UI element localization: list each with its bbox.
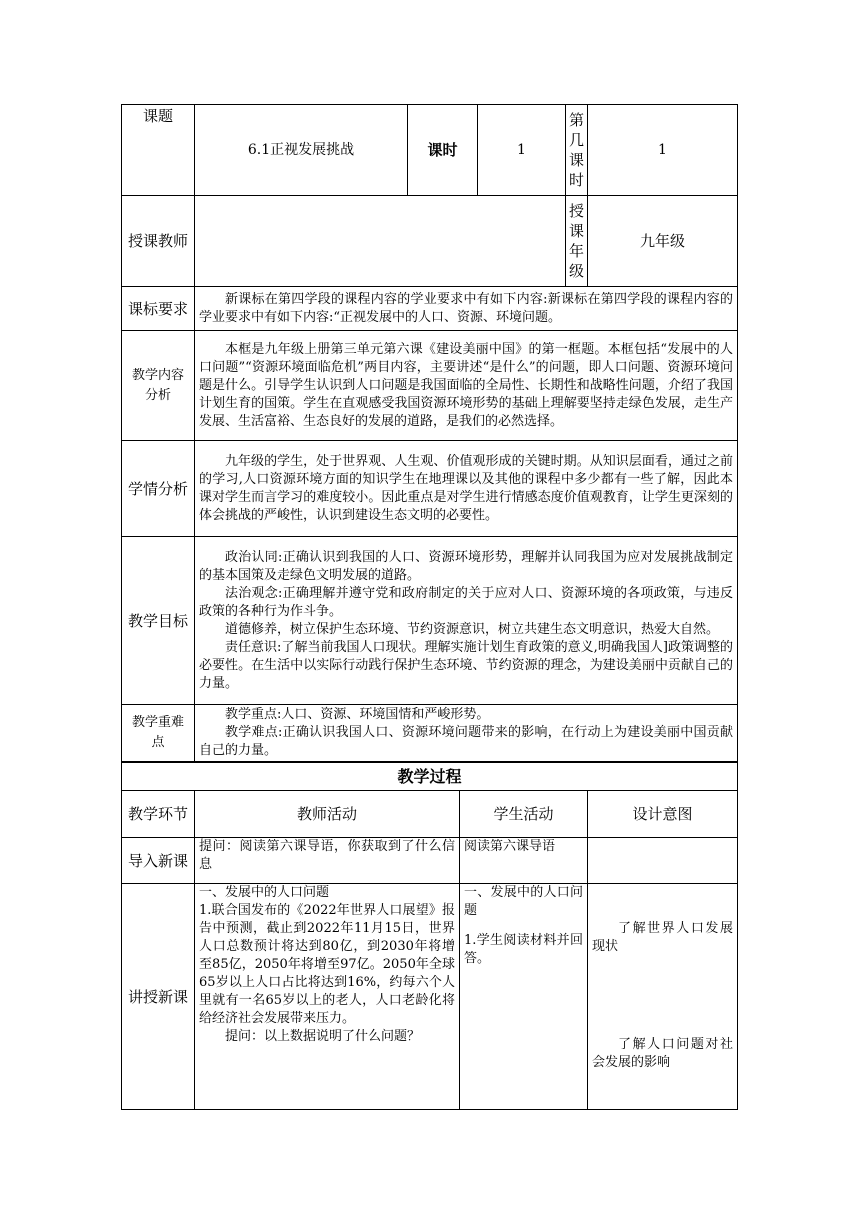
lesson-no-char: 几: [568, 131, 584, 149]
process-title-row: [122, 763, 738, 791]
lecture-teacher-heading: 一、发展中的人口问题: [199, 885, 330, 900]
lecture-teacher-body: 1.联合国发布的《2022年世界人口展望》报告中预测，截止到2022年11月15日，世界人口总数预计将达到80亿，到2030年将增至85亿，2050年将增至97亿。2050年全球65岁以上人口占比将达到16%，约每六个人里就有一名65岁以上的老人，人口老龄化将给经济社会发展带来压力。: [199, 903, 455, 1026]
grade-value: 九年级: [588, 196, 738, 287]
lesson-no-char: 第: [568, 111, 584, 129]
goal-item: 责任意识:了解当前我国人口现状。理解实施计划生育政策的意义,明确我国人]政策调整的必要性。在生活中以实际行动践行保护生态环境、节约资源的理念，为建设美丽中贡献自己的力量。: [199, 639, 733, 691]
topic-value: 6.1正视发展挑战: [195, 105, 408, 196]
grade-char: 课: [568, 222, 584, 240]
student-text: 九年级的学生，处于世界观、人生观、价值观形成的关键时期。从知识层面看，通过之前的学习,人口资源环境方面的知识学生在地理课以及其他的课程中多少都有一些了解，因此本课对学生而言学习的难度较小。因此重点是对学生进行情感态度价值观教育，让学生更深刻的体会挑战的严峻性，认识到建设生态文明的必要性。: [199, 453, 733, 523]
goals-label: 教学目标: [122, 537, 195, 705]
standard-row: [122, 287, 738, 331]
lecture-stage: 讲授新课: [122, 884, 195, 1110]
lecture-design-2: 了解人口问题对社会发展的影响: [592, 1037, 734, 1070]
standard-label: 课标要求: [122, 287, 195, 331]
keypoint-item: 教学难点:正确认识我国人口、资源环境问题带来的影响，在行动上为建设美丽中国贡献自己的力量。: [199, 725, 733, 758]
process-table: [121, 762, 738, 1110]
content-label: 教学内容分析: [122, 331, 195, 441]
lesson-plan-table: [121, 104, 738, 762]
col-stage-header: 教学环节: [122, 791, 195, 838]
content-row: [122, 331, 738, 441]
lecture-student-body: 1.学生阅读材料并回答。: [464, 933, 583, 966]
grade-label: [566, 196, 588, 287]
lesson-no-char: 时: [568, 171, 584, 189]
col-teacher-header: 教师活动: [195, 791, 460, 838]
intro-stage: 导入新课: [122, 838, 195, 884]
col-student-header: 学生活动: [460, 791, 588, 838]
lecture-student-heading: 一、发展中的人口问题: [464, 885, 583, 918]
topic-label: 课题: [122, 105, 195, 196]
lesson-plan-document: [121, 104, 737, 1110]
lecture-teacher-question: 提问：以上数据说明了什么问题？: [225, 1029, 421, 1044]
teacher-label: 授课教师: [122, 196, 195, 287]
intro-teacher: 提问：阅读第六课导语，你获取到了什么信息: [199, 839, 455, 872]
intro-student: 阅读第六课导语: [464, 839, 556, 854]
intro-row: [122, 838, 738, 884]
student-label: 学情分析: [122, 441, 195, 537]
col-design-header: 设计意图: [588, 791, 738, 838]
keypoint-item: 教学重点:人口、资源、环境国情和严峻形势。: [225, 707, 490, 722]
keypoints-label: 教学重难点: [122, 705, 195, 762]
grade-char: 年: [568, 242, 584, 260]
lesson-no-char: 课: [568, 151, 584, 169]
keypoints-row: [122, 705, 738, 762]
goal-item: 法治观念:正确理解并遵守党和政府制定的关于应对人口、资源环境的各项政策，与违反政策的各种行为作斗争。: [199, 585, 733, 619]
hours-value: 1: [478, 105, 566, 196]
process-title: 教学过程: [122, 763, 738, 791]
grade-char: 级: [568, 262, 584, 280]
grade-char: 授: [568, 202, 584, 220]
hours-label: 课时: [408, 105, 478, 196]
goals-row: [122, 537, 738, 705]
teacher-row: [122, 196, 738, 287]
goal-item: 政治认同:正确认识到我国的人口、资源环境形势，理解并认同我国为应对发展挑战制定的基本国策及走绿色文明发展的道路。: [199, 549, 733, 583]
lecture-design-1: 了解世界人口发展现状: [592, 921, 734, 954]
lesson-no-label: [566, 105, 588, 196]
intro-design: [588, 838, 738, 884]
content-text: 本框是九年级上册第三单元第六课《建设美丽中国》的第一框题。本框包括“发展中的人口问题”“资源环境面临危机”两目内容，主要讲述“是什么”的问题，即人口问题、资源环境问题是什么。引导学生认识到人口问题是我国面临的全局性、长期性和战略性问题，介绍了我国计划生育的国策。学生在直观感受我国资源环境形势的基础上理解要坚持走绿色发展，走生产发展、生活富裕、生态良好的发展的道路，是我们的必然选择。: [199, 341, 733, 429]
topic-row: [122, 105, 738, 196]
student-row: [122, 441, 738, 537]
process-header-row: [122, 791, 738, 838]
standard-text: 新课标在第四学段的课程内容的学业要求中有如下内容:新课标在第四学段的课程内容的学业要求中有如下内容:“正视发展中的人口、资源、环境问题。: [199, 291, 733, 325]
teacher-value: [195, 196, 566, 287]
goal-item: 道德修养，树立保护生态环境、节约资源意识，树立共建生态文明意识，热爱大自然。: [225, 621, 720, 637]
lesson-no-value: 1: [588, 105, 738, 196]
lecture-row: [122, 884, 738, 1110]
